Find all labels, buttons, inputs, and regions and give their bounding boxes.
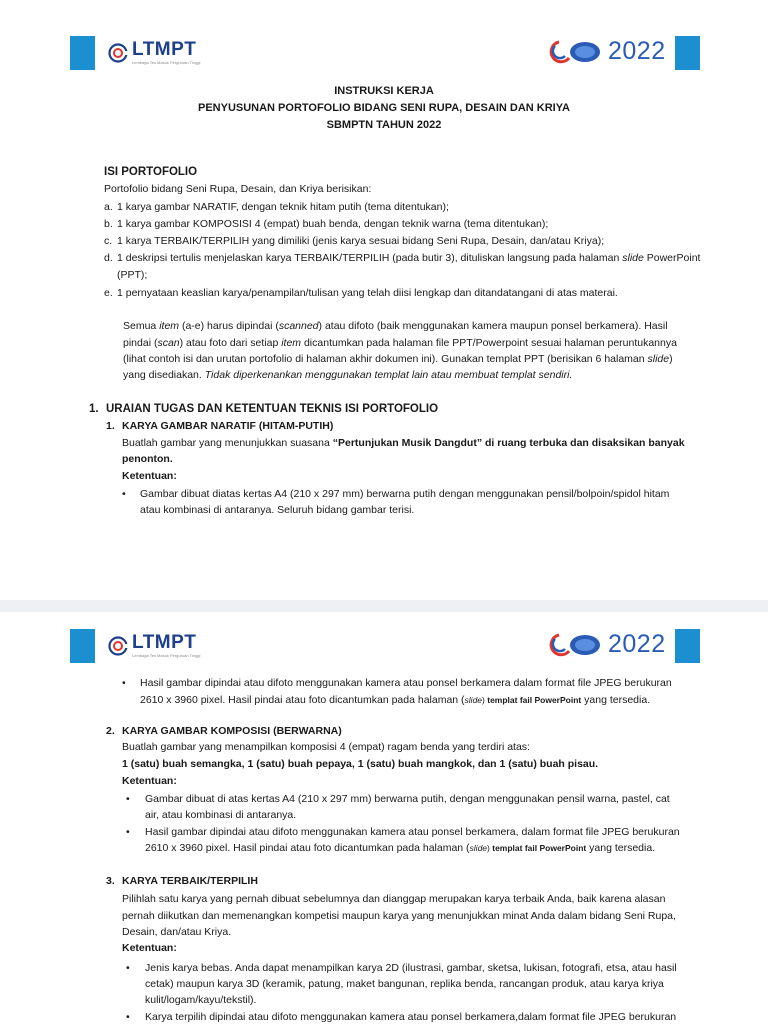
sub-1-instruction-line-2: penonton. [122,453,173,465]
note-text: pindai ( [123,337,158,349]
note-text: Semua [123,320,160,332]
bullet-text: ) [487,843,493,853]
isi-item-d-cont: (PPT); [117,269,148,281]
sub-2-bullet-1-line-2: air, atau kombinasi di antaranya. [145,809,297,821]
bullet-icon: • [126,826,130,838]
isi-item-d-text-2: PowerPoint [643,252,701,264]
header-accent-bar-right [675,629,700,663]
instruction-theme: “Pertunjukan Musik Dangdut” [332,437,483,449]
isi-item-d-marker: d. [104,252,113,264]
bullet-italic: slide [469,843,488,853]
p2-bullet-line-1: Hasil gambar dipindai atau difoto menggunakan kamera atau ponsel berkamera dalam format file JPEG berukuran [140,677,672,689]
instruction-text: di ruang terbuka dan disaksikan banyak [482,437,685,449]
note-text: (a-e) harus dipindai ( [179,320,279,332]
isi-item-b-marker: b. [104,218,113,230]
isi-item-e: 1 pernyataan keaslian karya/penampilan/tulisan yang telah diisi lengkap dan ditandatangani di atas materai. [117,287,618,299]
header-accent-bar-right [675,36,700,70]
instruction-text: Buatlah gambar yang menunjukkan suasana [122,437,333,449]
note-italic: item [281,337,302,349]
bullet-template-text: templat fail PowerPoint [492,843,587,853]
note-text: ) atau difoto (baik menggunakan kamera maupun ponsel berkamera). Hasil [318,320,668,332]
sub-3-ketentuan: Ketentuan: [122,942,177,954]
isi-item-b: 1 karya gambar KOMPOSISI 4 (empat) buah benda, dengan teknik warna (tema ditentukan); [117,218,549,230]
p2-bullet-line-2 [140,693,650,709]
note-line-3 [123,352,673,368]
isi-item-c: 1 karya TERBAIK/TERPILIH yang dimiliki (jenis karya sesuai bidang Seni Rupa, Desain, dan/atau Kriya); [117,235,605,247]
bullet-text: 2610 x 3960 pixel. Hasil pindai atau foto dicantumkan pada halaman ( [145,842,470,854]
ltmpt-logo [108,41,200,65]
bullet-text: yang tersedia. [586,842,656,854]
section-1-heading: URAIAN TUGAS DAN KETENTUAN TEKNIS ISI PORTOFOLIO [106,403,439,415]
document-title [0,83,768,134]
bullet-text: 2610 x 3960 pixel. Hasil pindai atau foto dicantumkan pada halaman ( [140,694,465,706]
sub-2-bullet-2-line-1: Hasil gambar dipindai atau difoto menggunakan kamera atau ponsel berkamera, dalam format file JPEG berukuran [145,826,680,838]
isi-item-d [117,251,700,267]
sub-2-line-2: 1 (satu) buah semangka, 1 (satu) buah pepaya, 1 (satu) buah mangkok, dan 1 (satu) buah pisau. [122,758,599,770]
sub-1-bullet-line-1: Gambar dibuat diatas kertas A4 (210 x 297 mm) berwarna putih dengan menggunakan pensil/bolpoin/spidol hitam [140,488,670,500]
bullet-icon: • [126,793,130,805]
sub-1-bullet-line-2: atau kombinasi di antaranya. Seluruh bidang gambar terisi. [140,504,415,516]
ltmpt-logo-subtext: Lembaga Tes Masuk Perguruan Tinggi [132,653,201,658]
year-badge: 2022 [608,630,666,658]
page-gap [0,600,768,612]
ltmpt-logo-text: LTMPT [132,632,197,653]
sub-2-number: 2. [106,725,115,737]
sub-3-bullet-2-line-1: Karya terpilih dipindai atau difoto menggunakan kamera atau ponsel berkamera,dalam format file JPEG berukuran [145,1011,677,1023]
document-page-2 [0,612,768,1024]
isi-item-d-text: 1 deskripsi tertulis menjelaskan karya TERBAIK/TERPILIH (pada butir 3), dituliskan langsung pada halaman [117,252,623,264]
sub-3-number: 3. [106,875,115,887]
bullet-icon: • [122,488,126,500]
ltmpt-logo [108,634,200,658]
note-italic: scanned [278,320,319,332]
bullet-icon: • [126,1011,130,1023]
sub-2-bullet-1-line-1: Gambar dibuat di atas kertas A4 (210 x 297 mm) berwarna putih, dengan menggunakan pensil warna, pastel, cat [145,793,670,805]
title-line-2: PENYUSUNAN PORTOFOLIO BIDANG SENI RUPA, DESAIN DAN KRIYA [197,102,570,114]
sbmptn-emblem-icon [545,631,605,659]
bullet-template-text: templat fail PowerPoint [487,695,582,705]
sub-3-heading: KARYA TERBAIK/TERPILIH [122,875,258,887]
section-1-number: 1. [89,403,99,415]
ltmpt-logo-text: LTMPT [132,39,197,60]
note-text: ) [669,353,673,365]
isi-item-a: 1 karya gambar NARATIF, dengan teknik hitam putih (tema ditentukan); [117,201,449,213]
isi-item-d-italic: slide [622,252,644,264]
note-italic: Tidak diperkenankan menggunakan templat lain atau membuat templat sendiri. [204,369,573,381]
title-line-3: SBMPTN TAHUN 2022 [326,119,442,131]
isi-item-a-marker: a. [104,201,113,213]
note-text: (lihat contoh isi dan urutan portofolio di halaman akhir dokumen ini). Gunakan templat PPT (berisikan 6 halaman [123,353,648,365]
sub-2-bullet-2-line-2 [145,841,655,857]
isi-item-e-marker: e. [104,287,113,299]
note-line-4 [123,368,572,384]
sub-3-bullet-1-line-3: kulit/logam/kayu/tekstil). [145,994,257,1006]
sub-1-instruction-line-1 [122,436,685,452]
sub-1-number: 1. [106,420,115,432]
bullet-icon: • [122,677,126,689]
note-text: dicantumkan pada halaman file PPT/Powerpoint sesuai halaman peruntukannya [301,337,677,349]
sbmptn-2022-logo [545,630,666,659]
note-line-2 [123,336,677,352]
header-accent-bar-left [70,36,95,70]
bullet-italic: slide [464,695,483,705]
sbmptn-2022-logo [545,37,666,66]
header-accent-bar-left [70,629,95,663]
title-line-1: INSTRUKSI KERJA [334,85,434,97]
note-italic: scan [157,337,180,349]
sub-2-line-1: Buatlah gambar yang menampilkan komposisi 4 (empat) ragam benda yang terdiri atas: [122,741,530,753]
page-header [0,0,768,75]
isi-portofolio-heading: ISI PORTOFOLIO [104,166,198,178]
bullet-text: ) [482,695,488,705]
note-line-1 [123,319,668,335]
bullet-text: yang tersedia. [581,694,651,706]
sbmptn-emblem-icon [545,38,605,66]
sub-1-heading: KARYA GAMBAR NARATIF (HITAM-PUTIH) [122,420,334,432]
isi-intro: Portofolio bidang Seni Rupa, Desain, dan Kriya berisikan: [104,183,372,195]
sub-2-ketentuan: Ketentuan: [122,775,177,787]
sub-3-bullet-1-line-1: Jenis karya bebas. Anda dapat menampilkan karya 2D (ilustrasi, gambar, sketsa, lukisan, fotografi, etsa, atau hasil [145,962,677,974]
sub-1-ketentuan: Ketentuan: [122,470,177,482]
sub-2-heading: KARYA GAMBAR KOMPOSISI (BERWARNA) [122,725,342,737]
isi-item-c-marker: c. [104,235,113,247]
year-badge: 2022 [608,37,666,65]
sub-3-line-3: Desain, dan/atau Kriya. [122,926,232,938]
sub-3-bullet-1-line-2: cetak) maupun karya 3D (keramik, patung, maket bangunan, replika benda, rancangan produk, atau karya kriya [145,978,664,990]
ltmpt-emblem-icon [108,636,128,656]
note-text: yang disediakan. [123,369,205,381]
ltmpt-logo-subtext: Lembaga Tes Masuk Perguruan Tinggi [132,60,201,65]
ltmpt-emblem-icon [108,43,128,63]
note-italic: slide [647,353,670,365]
note-italic: item [159,320,180,332]
sub-3-line-1: Pilihlah satu karya yang pernah dibuat sebelumnya dan dianggap merupakan karya terbaik Anda, baik karena alasan [122,893,666,905]
sub-3-line-2: pernah diikutkan dan memenangkan kompetisi maupun karya yang menunjukkan minat Anda dalam bidang Seni Rupa, [122,910,676,922]
bullet-icon: • [126,962,130,974]
note-text: ) atau foto dari setiap [179,337,282,349]
